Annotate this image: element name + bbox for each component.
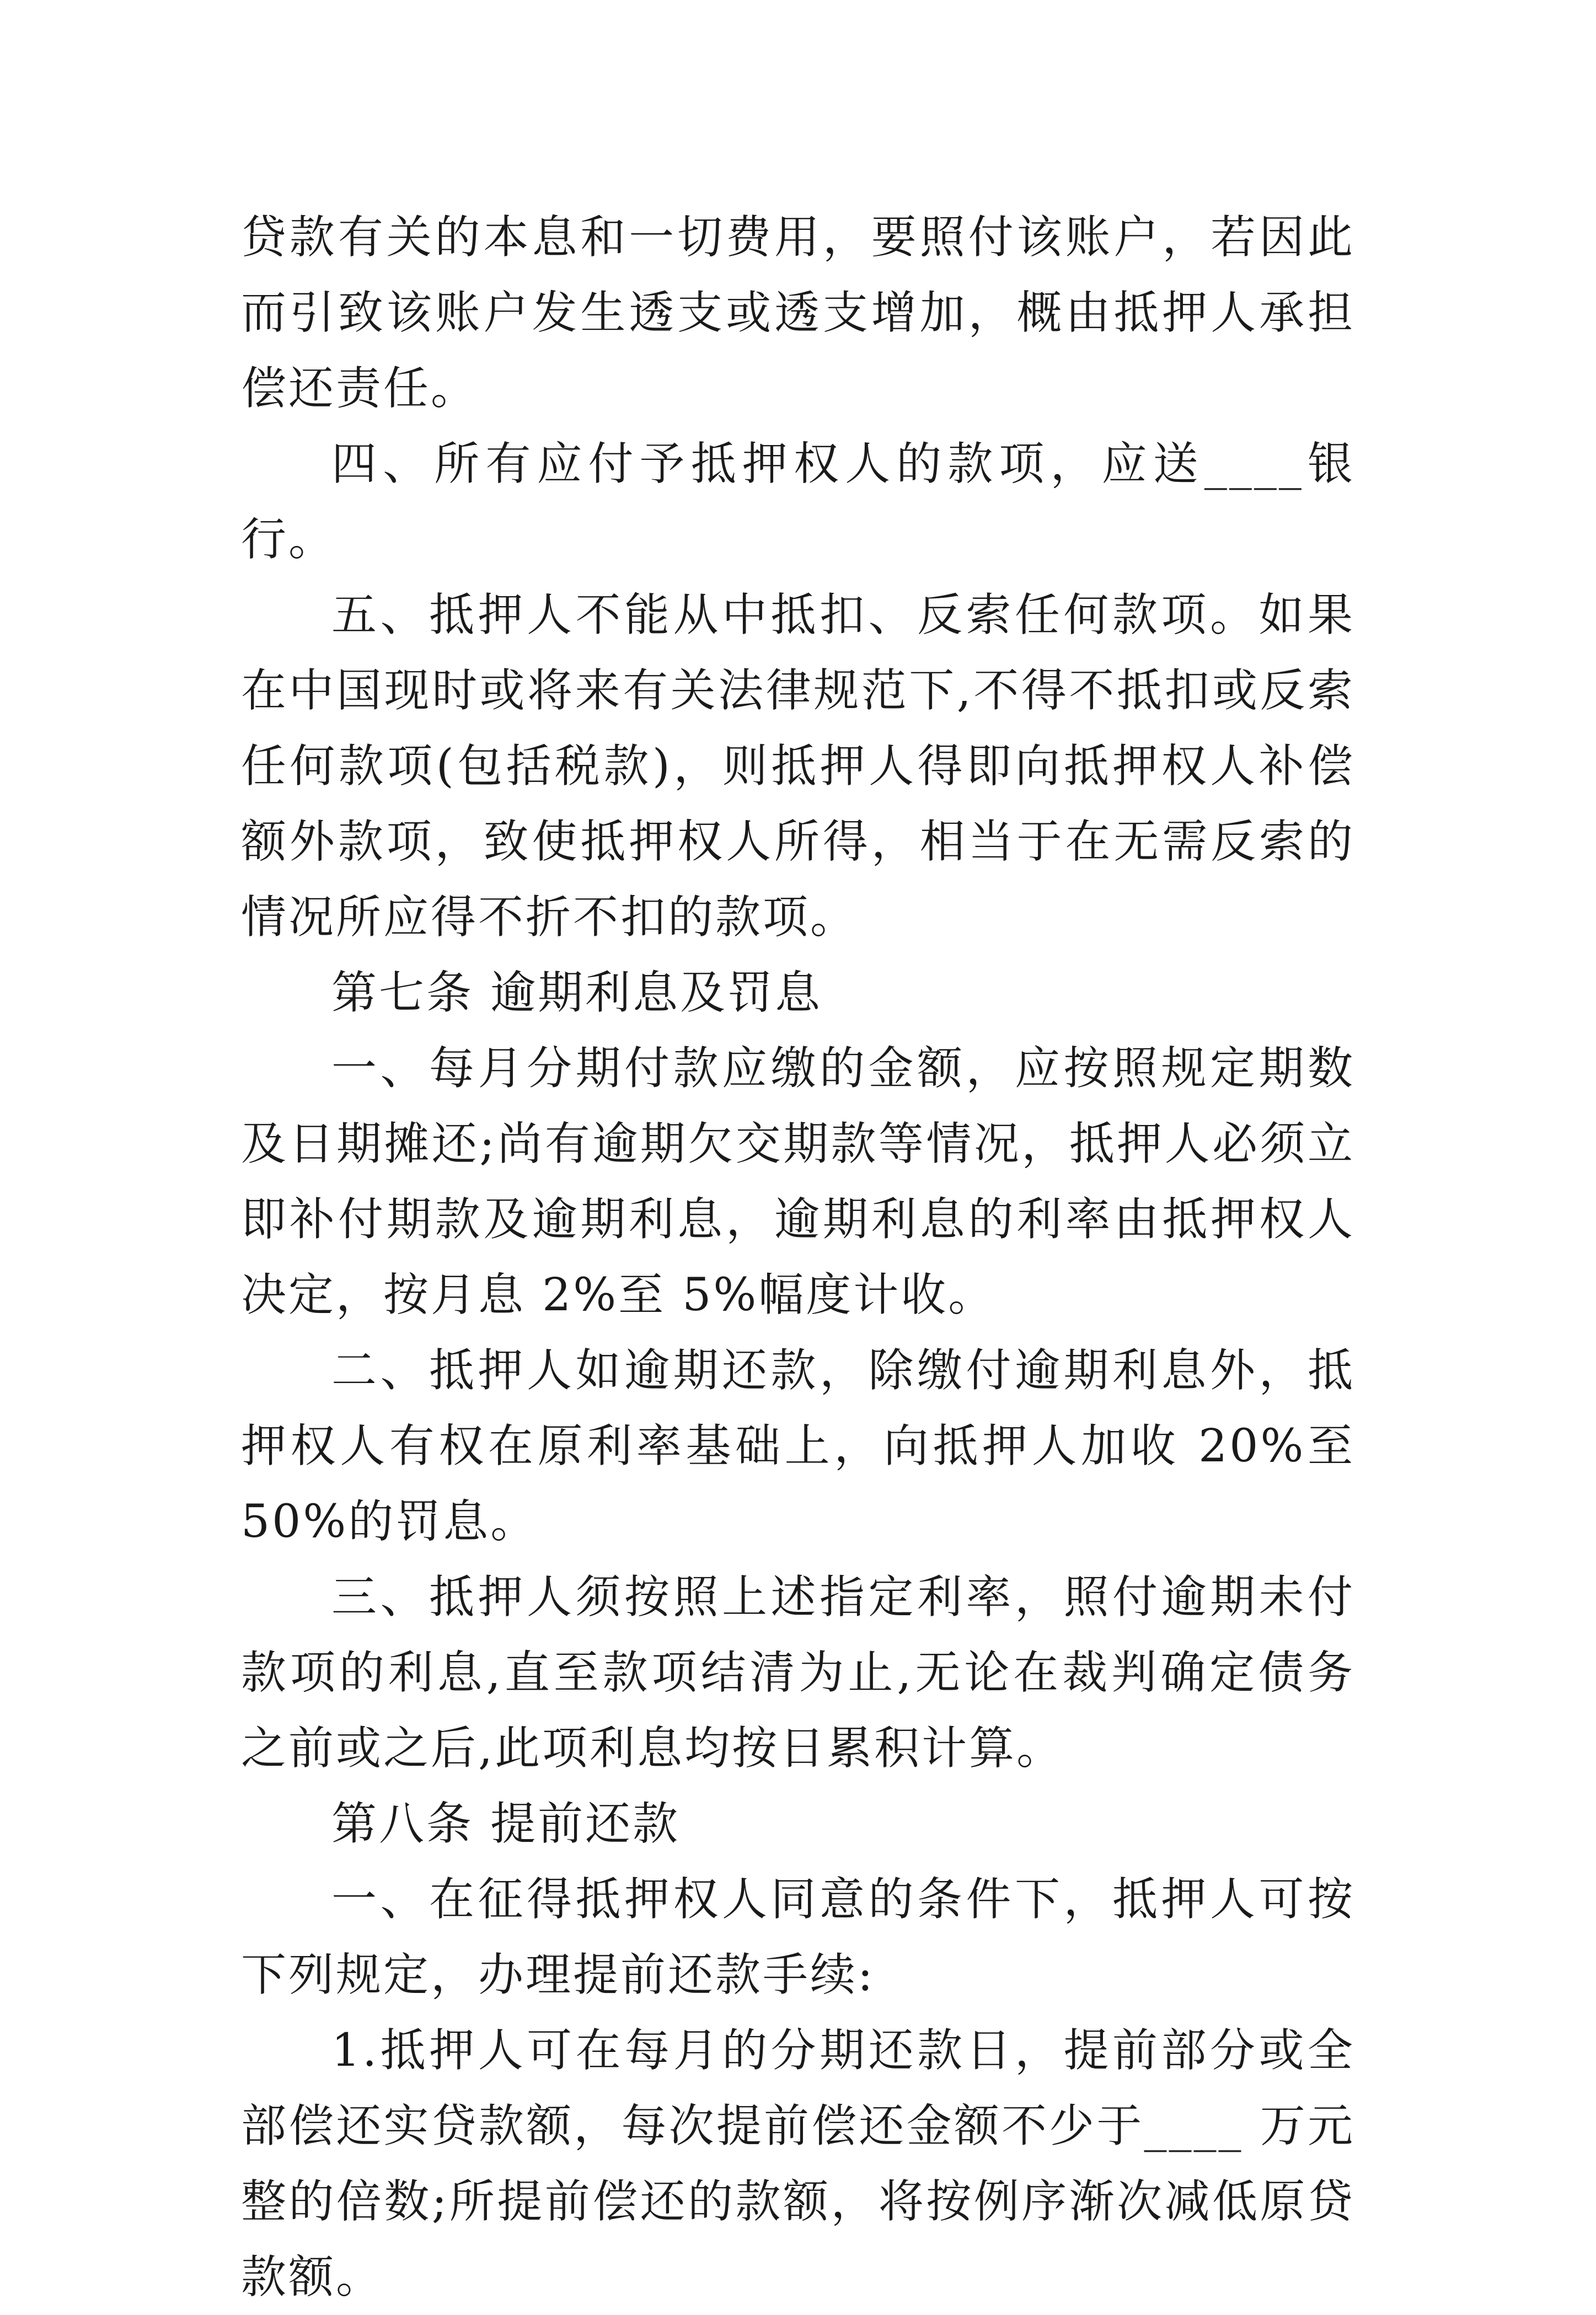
article-8-heading: 第八条 提前还款 <box>331 1798 681 1850</box>
article-7-heading: 第七条 逾期利息及罚息 <box>331 967 823 1019</box>
clause-5: 五、抵押人不能从中抵扣、反索任何款项。如果在中国现时或将来有关法律规范下,不得不抵扣或反索任何款项(包括税款)，则抵押人得即向抵押权人补偿额外款项，致使抵押权人所得，相当于在无需反索的情况所应得不折不扣的款项。 <box>241 589 1355 944</box>
article-8-clause-1: 一、在征得抵押权人同意的条件下，抵押人可按下列规定，办理提前还款手续: <box>241 1873 1355 2001</box>
article-7-clause-2: 二、抵押人如逾期还款，除缴付逾期利息外，抵押权人有权在原利率基础上，向抵押人加收 20%至 50%的罚息。 <box>241 1344 1355 1548</box>
clause-4: 四、所有应付予抵押权人的款项，应送____银行。 <box>241 438 1355 566</box>
paragraph-continuation: 贷款有关的本息和一切费用，要照付该账户，若因此而引致该账户发生透支或透支增加，概由抵押人承担偿还责任。 <box>241 211 1355 415</box>
article-8-item-1: 1.抵押人可在每月的分期还款日，提前部分或全部偿还实贷款额，每次提前偿还金额不少于____ 万元整的倍数;所提前偿还的款额，将按例序渐次减低原贷款额。 <box>241 2024 1355 2303</box>
article-7-clause-1: 一、每月分期付款应缴的金额，应按照规定期数及日期摊还;尚有逾期欠交期款等情况，抵押人必须立即补付期款及逾期利息，逾期利息的利率由抵押权人决定，按月息 2%至 5%幅度计收。 <box>241 1042 1355 1321</box>
article-7-clause-3: 三、抵押人须按照上述指定利率，照付逾期未付款项的利息,直至款项结清为止,无论在裁判确定债务之前或之后,此项利息均按日累积计算。 <box>241 1571 1355 1775</box>
document-body <box>241 200 1355 2315</box>
